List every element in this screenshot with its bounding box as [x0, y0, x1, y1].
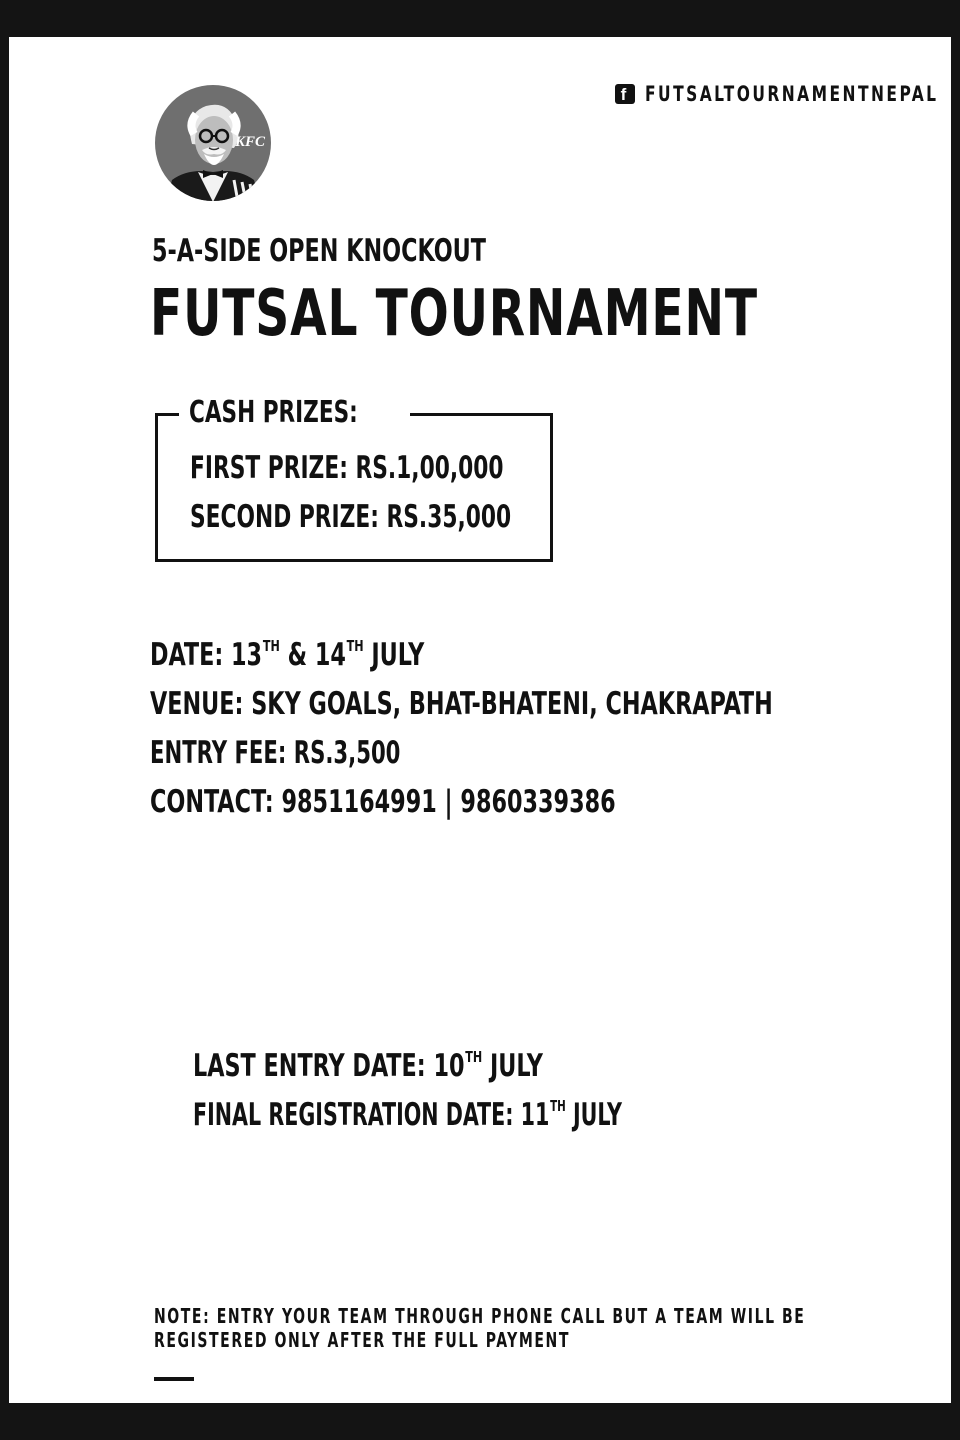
prize-box — [155, 413, 553, 562]
kfc-wordmark: KFC — [234, 134, 266, 150]
event-date: DATE: 13TH & 14TH JULY — [150, 637, 425, 673]
last-entry-date: LAST ENTRY DATE: 10TH JULY — [193, 1048, 543, 1084]
social-handle-text: FUTSALTOURNAMENTNEPAL — [645, 82, 939, 106]
kfc-logo — [154, 84, 272, 202]
second-prize — [190, 499, 602, 535]
note-line-2: REGISTERED ONLY AFTER THE FULL PAYMENT — [154, 1328, 570, 1352]
payment-note — [154, 1304, 960, 1352]
facebook-icon: f — [615, 84, 635, 104]
event-venue — [150, 686, 929, 722]
fee-label: ENTRY FEE: — [150, 735, 287, 771]
venue-label: VENUE: — [150, 686, 244, 722]
contact-value[interactable]: 9851164991 | 9860339386 — [281, 784, 616, 820]
entry-fee — [150, 735, 480, 771]
date-label: DATE: — [150, 637, 224, 673]
second-prize-value: RS.35,000 — [386, 499, 512, 535]
final-registration-date: FINAL REGISTRATION DATE: 11TH JULY — [193, 1097, 622, 1133]
social-handle[interactable] — [615, 82, 960, 106]
note-line-1: NOTE: ENTRY YOUR TEAM THROUGH PHONE CALL BUT A TEAM WILL BE — [154, 1304, 806, 1328]
fee-value: RS.3,500 — [293, 735, 401, 771]
page-title: FUTSAL TOURNAMENT — [150, 277, 758, 351]
first-prize-value: RS.1,00,000 — [355, 450, 504, 486]
contact-label: CONTACT: — [150, 784, 274, 820]
contact-numbers — [150, 784, 732, 820]
second-prize-label: SECOND PRIZE: — [190, 499, 379, 535]
first-prize — [190, 450, 592, 486]
poster — [9, 37, 951, 1403]
prize-heading: CASH PRIZES: — [179, 395, 410, 430]
footer-dash — [154, 1377, 194, 1381]
colonel-portrait-icon — [154, 84, 272, 202]
venue-value: SKY GOALS, BHAT-BHATENI, CHAKRAPATH — [251, 686, 773, 722]
first-prize-label: FIRST PRIZE: — [190, 450, 348, 486]
tournament-kicker: 5-A-SIDE OPEN KNOCKOUT — [152, 233, 486, 269]
